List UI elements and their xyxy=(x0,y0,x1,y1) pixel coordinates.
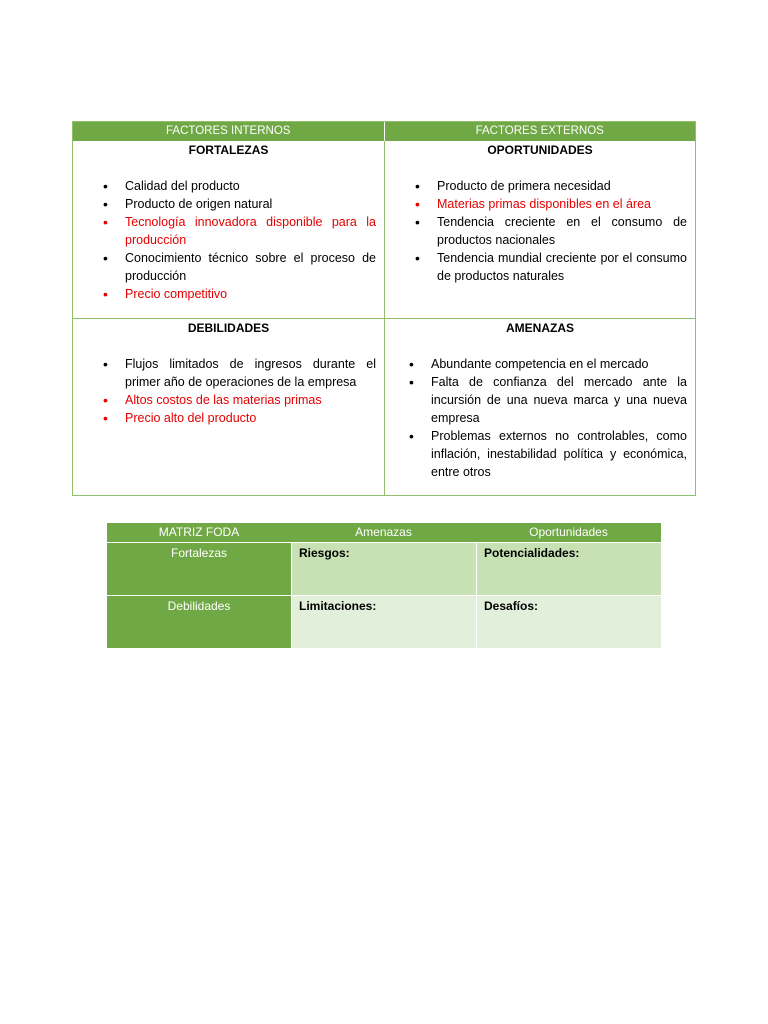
amenazas-list xyxy=(393,355,687,481)
factors-table-header xyxy=(73,122,695,141)
list-item: • Materias primas disponibles en el área xyxy=(437,195,687,213)
factors-row-top xyxy=(73,141,695,318)
list-item: • Producto de origen natural xyxy=(125,195,376,213)
list-item: • Precio competitivo xyxy=(125,285,376,303)
list-item: • Problemas externos no controlables, como inflación, inestabilidad política y económica, entre otros xyxy=(431,427,687,481)
foda-cell-limitaciones: Limitaciones: xyxy=(291,595,476,648)
foda-row-debilidades xyxy=(107,595,661,648)
foda-cell-potencialidades: Potencialidades: xyxy=(476,542,661,595)
header-factores-internos: FACTORES INTERNOS xyxy=(166,125,291,137)
list-item: • Tendencia mundial creciente por el consumo de productos naturales xyxy=(437,249,687,285)
list-item: • Flujos limitados de ingresos durante el primer año de operaciones de la empresa xyxy=(125,355,376,391)
amenazas-title: AMENAZAS xyxy=(506,321,574,335)
foda-header-amenazas: Amenazas xyxy=(355,525,412,539)
debilidades-cell xyxy=(73,319,384,495)
list-item: • Conocimiento técnico sobre el proceso de producción xyxy=(125,249,376,285)
list-item: • Tendencia creciente en el consumo de productos nacionales xyxy=(437,213,687,249)
foda-header-title: MATRIZ FODA xyxy=(158,525,240,539)
foda-header-oportunidades: Oportunidades xyxy=(529,525,608,539)
oportunidades-cell xyxy=(384,141,695,318)
oportunidades-list xyxy=(393,177,687,285)
fortalezas-cell xyxy=(73,141,384,318)
list-item: • Calidad del producto xyxy=(125,177,376,195)
list-item: • Abundante competencia en el mercado xyxy=(431,355,687,373)
foda-cell-desafios: Desafíos: xyxy=(476,595,661,648)
foda-row-label: Debilidades xyxy=(107,595,291,648)
list-item: • Altos costos de las materias primas xyxy=(125,391,376,409)
fortalezas-title: FORTALEZAS xyxy=(188,143,269,157)
fortalezas-list xyxy=(81,177,376,303)
list-item: • Falta de confianza del mercado ante la incursión de una nueva marca y una nueva empresa xyxy=(431,373,687,427)
list-item: • Producto de primera necesidad xyxy=(437,177,687,195)
foda-row-label: Fortalezas xyxy=(107,542,291,595)
list-item: • Precio alto del producto xyxy=(125,409,376,427)
debilidades-title: DEBILIDADES xyxy=(187,321,270,335)
foda-header-row xyxy=(107,523,661,542)
amenazas-cell xyxy=(384,319,695,495)
foda-cell-riesgos: Riesgos: xyxy=(291,542,476,595)
foda-row-fortalezas xyxy=(107,542,661,595)
debilidades-list xyxy=(81,355,376,427)
list-item: • Tecnología innovadora disponible para la producción xyxy=(125,213,376,249)
oportunidades-title: OPORTUNIDADES xyxy=(487,143,593,157)
factors-table xyxy=(72,121,696,496)
foda-matrix xyxy=(107,523,661,648)
factors-row-bottom xyxy=(73,318,695,495)
header-factores-externos: FACTORES EXTERNOS xyxy=(384,122,696,141)
